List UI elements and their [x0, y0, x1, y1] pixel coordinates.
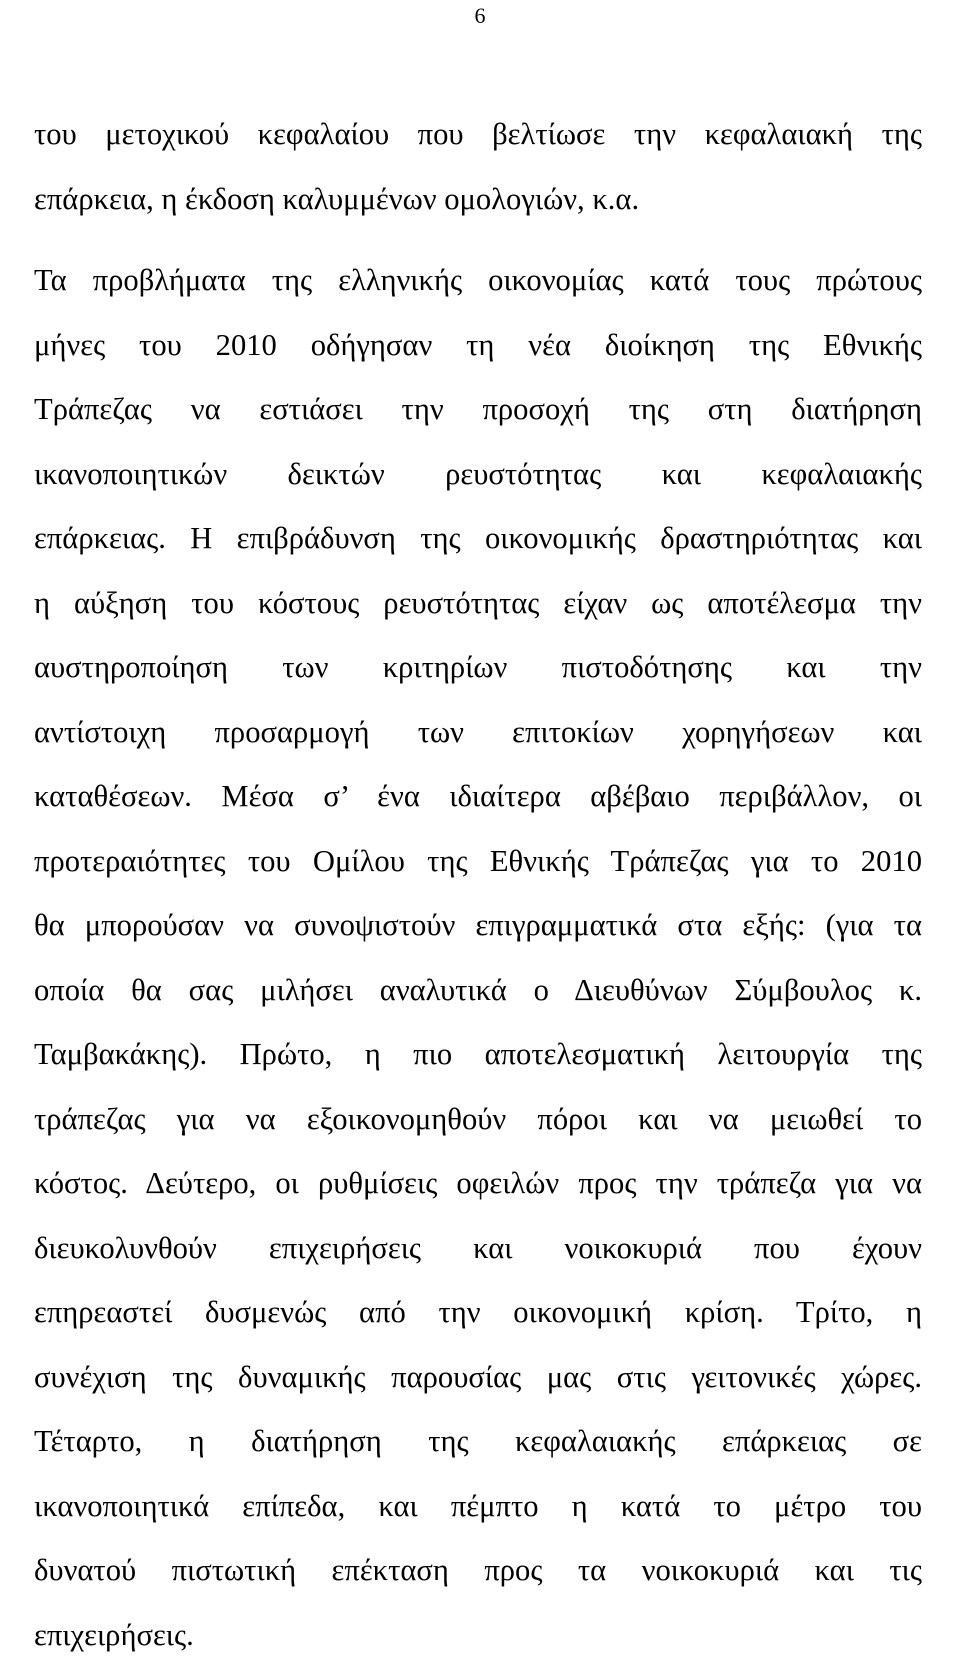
text-line: οποία θα σας μιλήσει αναλυτικά ο Διευθύνων Σύμβουλος κ. — [34, 958, 922, 1023]
text-line: δυνατού πιστωτική επέκταση προς τα νοικοκυριά και τις — [34, 1538, 922, 1603]
text-line: Τέταρτο, η διατήρηση της κεφαλαιακής επάρκειας σε — [34, 1409, 922, 1474]
page-number: 6 — [0, 2, 960, 30]
text-line: διευκολυνθούν επιχειρήσεις και νοικοκυριά που έχουν — [34, 1216, 922, 1281]
text-line: κόστος. Δεύτερο, οι ρυθμίσεις οφειλών προς την τράπεζα για να — [34, 1151, 922, 1216]
text-line: επηρεαστεί δυσμενώς από την οικονομική κρίση. Τρίτο, η — [34, 1280, 922, 1345]
text-line: επιχειρήσεις. — [34, 1603, 922, 1667]
text-line: συνέχιση της δυναμικής παρουσίας μας στις γειτονικές χώρες. — [34, 1345, 922, 1410]
text-line: ικανοποιητικά επίπεδα, και πέμπτο η κατά το μέτρο του — [34, 1474, 922, 1539]
text-line: ικανοποιητικών δεικτών ρευστότητας και κεφαλαιακής — [34, 442, 922, 507]
text-line: μήνες του 2010 οδήγησαν τη νέα διοίκηση της Εθνικής — [34, 313, 922, 378]
text-line: Τράπεζας να εστιάσει την προσοχή της στη διατήρηση — [34, 377, 922, 442]
text-line: του μετοχικού κεφαλαίου που βελτίωσε την κεφαλαιακή της — [34, 102, 922, 167]
text-line: Τα προβλήματα της ελληνικής οικονομίας κατά τους πρώτους — [34, 248, 922, 313]
text-line: αντίστοιχη προσαρμογή των επιτοκίων χορηγήσεων και — [34, 700, 922, 765]
text-line: επάρκεια, η έκδοση καλυμμένων ομολογιών, κ.α. — [34, 167, 922, 232]
paragraph-continuation — [34, 102, 922, 231]
text-line: καταθέσεων. Μέσα σ’ ένα ιδιαίτερα αβέβαιο περιβάλλον, οι — [34, 764, 922, 829]
text-line: Ταμβακάκης). Πρώτο, η πιο αποτελεσματική λειτουργία της — [34, 1022, 922, 1087]
text-line: αυστηροποίηση των κριτηρίων πιστοδότησης και την — [34, 635, 922, 700]
text-line: επάρκειας. Η επιβράδυνση της οικονομικής δραστηριότητας και — [34, 506, 922, 571]
text-line: θα μπορούσαν να συνοψιστούν επιγραμματικά στα εξής: (για τα — [34, 893, 922, 958]
paragraph-priorities — [34, 248, 922, 1667]
text-line: τράπεζας για να εξοικονομηθούν πόροι και να μειωθεί το — [34, 1087, 922, 1152]
text-line: η αύξηση του κόστους ρευστότητας είχαν ως αποτέλεσμα την — [34, 571, 922, 636]
text-line: προτεραιότητες του Ομίλου της Εθνικής Τράπεζας για το 2010 — [34, 829, 922, 894]
